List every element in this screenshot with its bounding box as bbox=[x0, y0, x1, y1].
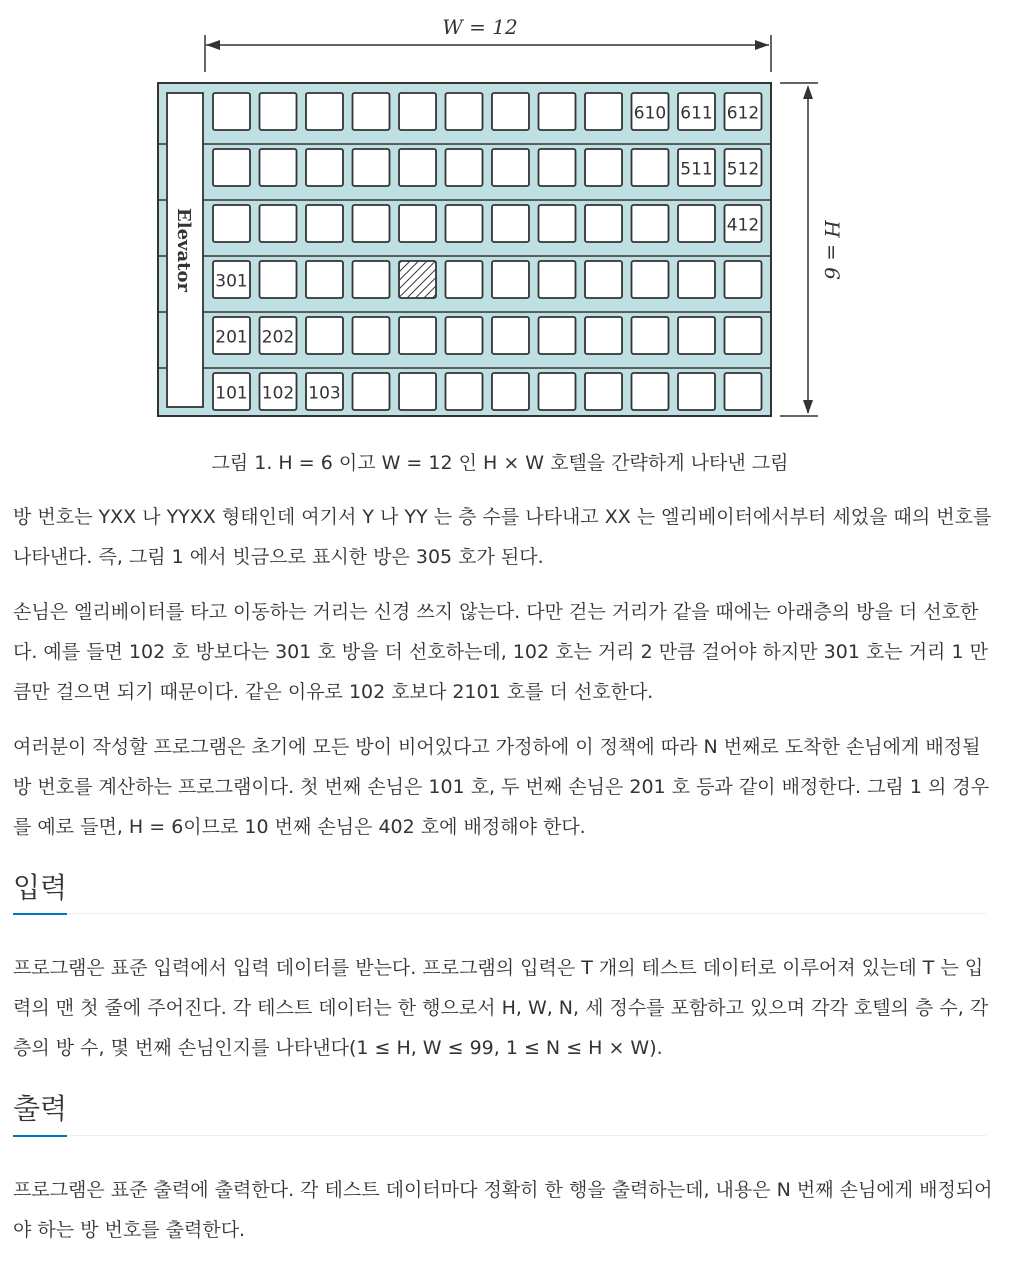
room-number-label: 202 bbox=[261, 327, 295, 348]
room bbox=[306, 205, 343, 242]
room bbox=[725, 373, 762, 410]
room bbox=[446, 261, 483, 298]
room bbox=[585, 261, 622, 298]
width-label: W = 12 bbox=[442, 15, 518, 39]
room-number-label: 102 bbox=[261, 383, 295, 404]
room bbox=[632, 205, 669, 242]
arrow-down-icon bbox=[803, 400, 813, 414]
output-divider bbox=[13, 1135, 986, 1136]
room bbox=[260, 93, 297, 130]
room-number-label: 101 bbox=[215, 383, 248, 404]
room bbox=[399, 93, 436, 130]
paragraph-program: 여러분이 작성할 프로그램은 초기에 모든 방이 비어있다고 가정하에 이 정책에 따라 N 번째로 도착한 손님에게 배정될 방 번호를 계산하는 프로그램이다. 첫 번째 손님은 101 호, 두 번째 손님은 201 호 등과 같이 배정한다. 그림 1 의 경우를 예로 들면, H = 6이므로 10 번째 손님은 402 호에 배정해야 한다. bbox=[13, 736, 990, 838]
room bbox=[632, 373, 669, 410]
paragraph-preference: 손님은 엘리베이터를 타고 이동하는 거리는 신경 쓰지 않는다. 다만 걷는 거리가 같을 때에는 아래층의 방을 더 선호한다. 예를 들면 102 호 방보다는 301 호 방을 더 선호하는데, 102 호는 거리 2 만큼 걸어야 하지만 301 호는 거리 1 만큼만 걸으면 되기 때문이다. 같은 이유로 102 호보다 2101 호를 더 선호한다. bbox=[13, 601, 988, 703]
output-heading: 출력 bbox=[13, 1092, 68, 1125]
input-heading: 입력 bbox=[13, 871, 68, 904]
room bbox=[492, 373, 529, 410]
room bbox=[678, 317, 715, 354]
room bbox=[446, 317, 483, 354]
room bbox=[399, 149, 436, 186]
room bbox=[492, 317, 529, 354]
room bbox=[353, 261, 390, 298]
room bbox=[492, 93, 529, 130]
room bbox=[353, 317, 390, 354]
room bbox=[539, 149, 576, 186]
room bbox=[353, 149, 390, 186]
room bbox=[353, 205, 390, 242]
room bbox=[399, 317, 436, 354]
room bbox=[539, 205, 576, 242]
room bbox=[632, 317, 669, 354]
input-heading-underline bbox=[13, 913, 67, 915]
room bbox=[306, 261, 343, 298]
room bbox=[539, 373, 576, 410]
room bbox=[678, 373, 715, 410]
room bbox=[399, 205, 436, 242]
hotel-diagram bbox=[150, 10, 850, 430]
room bbox=[353, 373, 390, 410]
room bbox=[492, 205, 529, 242]
room bbox=[213, 205, 250, 242]
room bbox=[446, 205, 483, 242]
room bbox=[399, 373, 436, 410]
room bbox=[585, 93, 622, 130]
room bbox=[306, 317, 343, 354]
room bbox=[260, 149, 297, 186]
paragraph-room-numbering: 방 번호는 YXX 나 YYXX 형태인데 여기서 Y 나 YY 는 층 수를 나타내고 XX 는 엘리베이터에서부터 세었을 때의 번호를 나타낸다. 즉, 그림 1 에서 빗금으로 표시한 방은 305 호가 된다. bbox=[13, 506, 992, 568]
room bbox=[585, 317, 622, 354]
room bbox=[539, 261, 576, 298]
room-number-label: 201 bbox=[215, 327, 248, 348]
room-number-label: 511 bbox=[680, 159, 713, 180]
room bbox=[260, 205, 297, 242]
room bbox=[492, 149, 529, 186]
arrow-left-icon bbox=[206, 40, 220, 50]
room bbox=[213, 93, 250, 130]
room bbox=[260, 261, 297, 298]
room bbox=[446, 149, 483, 186]
room-number-label: 512 bbox=[726, 159, 760, 180]
elevator-label: Elevator bbox=[173, 208, 194, 292]
room bbox=[446, 93, 483, 130]
room-number-label: 612 bbox=[726, 103, 760, 124]
room bbox=[353, 93, 390, 130]
room-number-label: 611 bbox=[680, 103, 713, 124]
figure-caption: 그림 1. H = 6 이고 W = 12 인 H × W 호텔을 간략하게 나타낸 그림 bbox=[211, 452, 789, 474]
room-hatched bbox=[399, 261, 436, 298]
height-label: H = 6 bbox=[820, 220, 844, 280]
arrow-up-icon bbox=[803, 85, 813, 99]
room bbox=[585, 373, 622, 410]
room bbox=[678, 205, 715, 242]
room bbox=[306, 149, 343, 186]
room bbox=[678, 261, 715, 298]
room bbox=[725, 317, 762, 354]
room bbox=[492, 261, 529, 298]
room bbox=[632, 261, 669, 298]
room-number-label: 103 bbox=[308, 383, 341, 404]
room-number-label: 610 bbox=[633, 103, 667, 124]
room bbox=[725, 261, 762, 298]
room bbox=[632, 149, 669, 186]
room bbox=[539, 93, 576, 130]
room bbox=[213, 149, 250, 186]
room bbox=[585, 149, 622, 186]
room bbox=[446, 373, 483, 410]
room-number-label: 301 bbox=[215, 271, 248, 292]
arrow-right-icon bbox=[755, 40, 769, 50]
building bbox=[158, 83, 771, 416]
input-divider bbox=[13, 913, 986, 914]
input-description: 프로그램은 표준 입력에서 입력 데이터를 받는다. 프로그램의 입력은 T 개의 테스트 데이터로 이루어져 있는데 T 는 입력의 맨 첫 줄에 주어진다. 각 테스트 데이터는 한 행으로서 H, W, N, 세 정수를 포함하고 있으며 각각 호텔의 층 수, 각 층의 방 수, 몇 번째 손님인지를 나타낸다(1 ≤ H, W ≤ 99, 1 ≤ N ≤ H × W). bbox=[13, 957, 989, 1059]
room-number-label: 412 bbox=[726, 215, 760, 236]
room bbox=[306, 93, 343, 130]
output-description: 프로그램은 표준 출력에 출력한다. 각 테스트 데이터마다 정확히 한 행을 출력하는데, 내용은 N 번째 손님에게 배정되어야 하는 방 번호를 출력한다. bbox=[13, 1179, 993, 1241]
room bbox=[539, 317, 576, 354]
output-heading-underline bbox=[13, 1135, 67, 1137]
room bbox=[585, 205, 622, 242]
